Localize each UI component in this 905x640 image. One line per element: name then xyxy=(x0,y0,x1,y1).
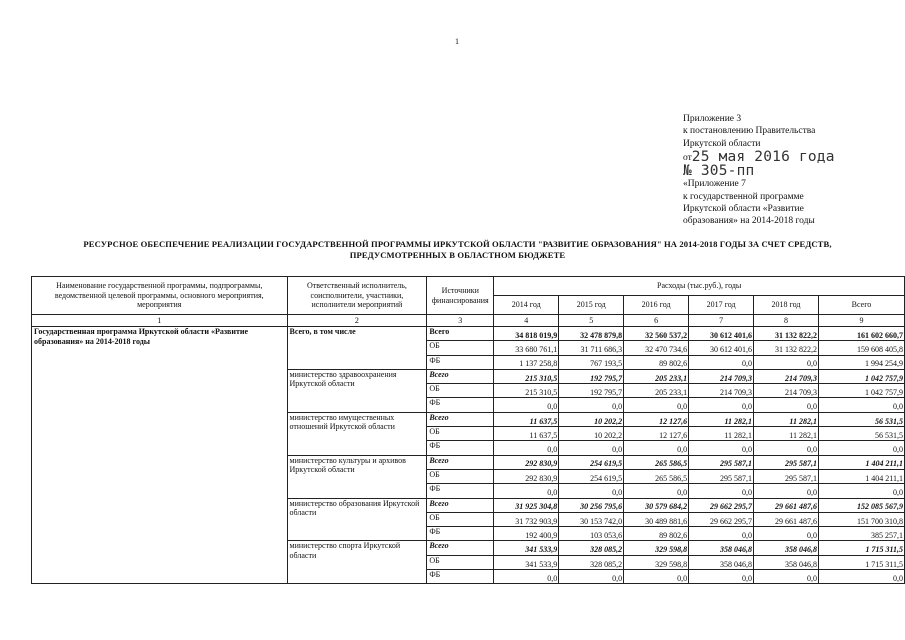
value-cell: 30 153 742,0 xyxy=(559,512,624,526)
value-cell: 31 925 304,8 xyxy=(494,498,559,512)
document-title: РЕСУРСНОЕ ОБЕСПЕЧЕНИЕ РЕАЛИЗАЦИИ ГОСУДАРСТВЕННОЙ ПРОГРАММЫ ИРКУТСКОЙ ОБЛАСТИ "РАЗВИТИЕ ОБРАЗОВАНИЯ" НА 2014-2018 ГОДЫ ЗА СЧЕТ СРЕДСТВ, ПРЕДУСМОТРЕННЫХ В ОБЛАСТНОМ БЮДЖЕТЕ xyxy=(83,239,832,260)
value-cell: 328 085,2 xyxy=(559,555,624,569)
header-source: Источники финансирования xyxy=(427,277,494,315)
value-cell: 11 637,5 xyxy=(494,427,559,441)
value-cell: 265 586,5 xyxy=(624,469,689,483)
value-cell: 214 709,3 xyxy=(754,369,819,383)
annex-line: «Приложение 7 xyxy=(683,179,746,190)
value-cell: 0,0 xyxy=(559,398,624,412)
value-cell: 254 619,5 xyxy=(559,469,624,483)
value-cell: 192 795,7 xyxy=(559,369,624,383)
value-cell: 0,0 xyxy=(624,570,689,584)
value-cell: 341 533,9 xyxy=(494,555,559,569)
value-cell: 767 193,5 xyxy=(559,355,624,369)
value-cell: 0,0 xyxy=(559,570,624,584)
value-cell: 31 132 822,2 xyxy=(754,341,819,355)
value-cell: 358 046,8 xyxy=(689,555,754,569)
value-cell: 265 586,5 xyxy=(624,455,689,469)
program-name-cell: Государственная программа Иркутской области «Развитие образования» на 2014-2018 годы xyxy=(32,327,288,584)
header-expenses: Расходы (тыс.руб.), годы xyxy=(494,277,905,296)
value-cell: 205 233,1 xyxy=(624,384,689,398)
executor-cell: министерство образования Иркутской области xyxy=(287,498,427,541)
executor-cell: министерство культуры и архивов Иркутской области xyxy=(287,455,427,498)
value-cell: 205 233,1 xyxy=(624,369,689,383)
value-cell: 0,0 xyxy=(754,398,819,412)
table-row xyxy=(32,327,905,341)
value-cell: 0,0 xyxy=(754,570,819,584)
value-cell: 10 202,2 xyxy=(559,412,624,426)
value-cell: 1 715 311,5 xyxy=(818,555,904,569)
value-cell: 385 257,1 xyxy=(818,527,904,541)
source-cell: Всего xyxy=(427,369,494,383)
value-cell: 32 560 537,2 xyxy=(624,327,689,341)
value-cell: 215 310,5 xyxy=(494,384,559,398)
annex-line: Приложение 3 xyxy=(683,114,742,124)
executor-cell: министерство здравоохранения Иркутской области xyxy=(287,369,427,412)
value-cell: 0,0 xyxy=(754,355,819,369)
source-cell: ОБ xyxy=(427,469,494,483)
value-cell: 0,0 xyxy=(818,441,904,455)
page-number: 1 xyxy=(455,37,459,46)
value-cell: 214 709,3 xyxy=(689,384,754,398)
source-cell: Всего xyxy=(427,412,494,426)
value-cell: 1 715 311,5 xyxy=(818,541,904,555)
value-cell: 254 619,5 xyxy=(559,455,624,469)
header-program: Наименование государственной программы, подпрограммы, ведомственной целевой программы, основного мероприятия, мероприятия xyxy=(32,277,288,315)
column-number-row xyxy=(32,315,905,327)
value-cell: 10 202,2 xyxy=(559,427,624,441)
value-cell: 1 994 254,9 xyxy=(818,355,904,369)
value-cell: 30 579 684,2 xyxy=(624,498,689,512)
value-cell: 29 662 295,7 xyxy=(689,512,754,526)
header-year: 2016 год xyxy=(624,296,689,315)
value-cell: 0,0 xyxy=(624,484,689,498)
date-prefix: от xyxy=(683,153,692,164)
value-cell: 1 042 757,9 xyxy=(818,384,904,398)
value-cell: 0,0 xyxy=(624,441,689,455)
column-number: 3 xyxy=(427,315,494,327)
value-cell: 159 608 405,8 xyxy=(818,341,904,355)
header-year: 2015 год xyxy=(559,296,624,315)
value-cell: 31 711 686,3 xyxy=(559,341,624,355)
value-cell: 0,0 xyxy=(559,484,624,498)
value-cell: 328 085,2 xyxy=(559,541,624,555)
value-cell: 11 282,1 xyxy=(754,427,819,441)
value-cell: 29 661 487,6 xyxy=(754,498,819,512)
value-cell: 0,0 xyxy=(818,484,904,498)
value-cell: 0,0 xyxy=(624,398,689,412)
value-cell: 31 132 822,2 xyxy=(754,327,819,341)
source-cell: ОБ xyxy=(427,427,494,441)
source-cell: ОБ xyxy=(427,341,494,355)
value-cell: 214 709,3 xyxy=(754,384,819,398)
value-cell: 214 709,3 xyxy=(689,369,754,383)
annex-line: образования» на 2014-2018 годы xyxy=(683,216,815,227)
header-executor: Ответственный исполнитель, соисполнители, участники, исполнители мероприятий xyxy=(287,277,427,315)
header-year-total: Всего xyxy=(818,296,904,315)
value-cell: 32 478 879,8 xyxy=(559,327,624,341)
value-cell: 56 531,5 xyxy=(818,427,904,441)
header-year: 2014 год xyxy=(494,296,559,315)
value-cell: 12 127,6 xyxy=(624,412,689,426)
value-cell: 295 587,1 xyxy=(689,469,754,483)
date-stamp-row xyxy=(683,150,893,164)
value-cell: 161 602 660,7 xyxy=(818,327,904,341)
source-cell: ФБ xyxy=(427,484,494,498)
column-number: 4 xyxy=(494,315,559,327)
value-cell: 358 046,8 xyxy=(689,541,754,555)
value-cell: 292 830,9 xyxy=(494,455,559,469)
annex-line: Иркутской области xyxy=(683,138,761,149)
date-stamp: 25 мая 2016 года xyxy=(691,149,835,166)
value-cell: 12 127,6 xyxy=(624,427,689,441)
column-number: 5 xyxy=(559,315,624,327)
annex-block xyxy=(683,113,893,228)
value-cell: 11 637,5 xyxy=(494,412,559,426)
value-cell: 0,0 xyxy=(689,441,754,455)
source-cell: ОБ xyxy=(427,384,494,398)
value-cell: 31 732 903,9 xyxy=(494,512,559,526)
value-cell: 151 700 310,8 xyxy=(818,512,904,526)
source-cell: ФБ xyxy=(427,570,494,584)
value-cell: 1 137 258,8 xyxy=(494,355,559,369)
value-cell: 295 587,1 xyxy=(754,455,819,469)
value-cell: 295 587,1 xyxy=(689,455,754,469)
value-cell: 358 046,8 xyxy=(754,555,819,569)
source-cell: ФБ xyxy=(427,355,494,369)
value-cell: 32 470 734,6 xyxy=(624,341,689,355)
value-cell: 89 802,6 xyxy=(624,355,689,369)
value-cell: 89 802,6 xyxy=(624,527,689,541)
source-cell: Всего xyxy=(427,498,494,512)
column-number: 8 xyxy=(754,315,819,327)
number-stamp-row xyxy=(683,164,893,178)
executor-cell: министерство спорта Иркутской области xyxy=(287,541,427,584)
source-cell: ФБ xyxy=(427,398,494,412)
value-cell: 34 818 019,9 xyxy=(494,327,559,341)
header-year: 2018 год xyxy=(754,296,819,315)
value-cell: 11 282,1 xyxy=(689,412,754,426)
value-cell: 30 612 401,6 xyxy=(689,327,754,341)
source-cell: ФБ xyxy=(427,441,494,455)
value-cell: 29 661 487,6 xyxy=(754,512,819,526)
value-cell: 30 612 401,6 xyxy=(689,341,754,355)
executor-cell: министерство имущественных отношений Иркутской области xyxy=(287,412,427,455)
value-cell: 358 046,8 xyxy=(754,541,819,555)
value-cell: 329 598,8 xyxy=(624,541,689,555)
value-cell: 56 531,5 xyxy=(818,412,904,426)
value-cell: 0,0 xyxy=(754,484,819,498)
value-cell: 1 404 211,1 xyxy=(818,469,904,483)
value-cell: 341 533,9 xyxy=(494,541,559,555)
value-cell: 11 282,1 xyxy=(754,412,819,426)
value-cell: 0,0 xyxy=(754,441,819,455)
value-cell: 30 489 881,6 xyxy=(624,512,689,526)
annex-line: к государственной программе xyxy=(683,191,804,202)
value-cell: 0,0 xyxy=(689,355,754,369)
value-cell: 192 400,9 xyxy=(494,527,559,541)
source-cell: ФБ xyxy=(427,527,494,541)
value-cell: 0,0 xyxy=(494,484,559,498)
value-cell: 295 587,1 xyxy=(754,469,819,483)
value-cell: 0,0 xyxy=(818,570,904,584)
header-year: 2017 год xyxy=(689,296,754,315)
value-cell: 103 053,6 xyxy=(559,527,624,541)
value-cell: 0,0 xyxy=(689,570,754,584)
value-cell: 0,0 xyxy=(494,570,559,584)
value-cell: 1 404 211,1 xyxy=(818,455,904,469)
source-cell: ОБ xyxy=(427,555,494,569)
column-number: 9 xyxy=(818,315,904,327)
source-cell: Всего xyxy=(427,541,494,555)
value-cell: 0,0 xyxy=(689,398,754,412)
number-stamp: № 305-пп xyxy=(683,163,755,180)
column-number: 1 xyxy=(32,315,288,327)
value-cell: 29 662 295,7 xyxy=(689,498,754,512)
header-row xyxy=(32,277,905,296)
annex-line: к постановлению Правительства xyxy=(683,126,816,137)
value-cell: 0,0 xyxy=(494,398,559,412)
column-number: 6 xyxy=(624,315,689,327)
value-cell: 215 310,5 xyxy=(494,369,559,383)
source-cell: ОБ xyxy=(427,512,494,526)
value-cell: 192 795,7 xyxy=(559,384,624,398)
value-cell: 11 282,1 xyxy=(689,427,754,441)
value-cell: 33 680 761,1 xyxy=(494,341,559,355)
value-cell: 1 042 757,9 xyxy=(818,369,904,383)
column-number: 2 xyxy=(287,315,427,327)
value-cell: 0,0 xyxy=(494,441,559,455)
value-cell: 0,0 xyxy=(754,527,819,541)
executor-cell: Всего, в том числе xyxy=(287,327,427,370)
value-cell: 0,0 xyxy=(559,441,624,455)
budget-table xyxy=(31,276,905,584)
value-cell: 329 598,8 xyxy=(624,555,689,569)
source-cell: Всего xyxy=(427,455,494,469)
annex-line: Иркутской области «Развитие xyxy=(683,204,804,215)
value-cell: 292 830,9 xyxy=(494,469,559,483)
value-cell: 0,0 xyxy=(689,484,754,498)
source-cell: Всего xyxy=(427,327,494,341)
column-number: 7 xyxy=(689,315,754,327)
value-cell: 30 256 795,6 xyxy=(559,498,624,512)
value-cell: 0,0 xyxy=(689,527,754,541)
value-cell: 0,0 xyxy=(818,398,904,412)
value-cell: 152 085 567,9 xyxy=(818,498,904,512)
